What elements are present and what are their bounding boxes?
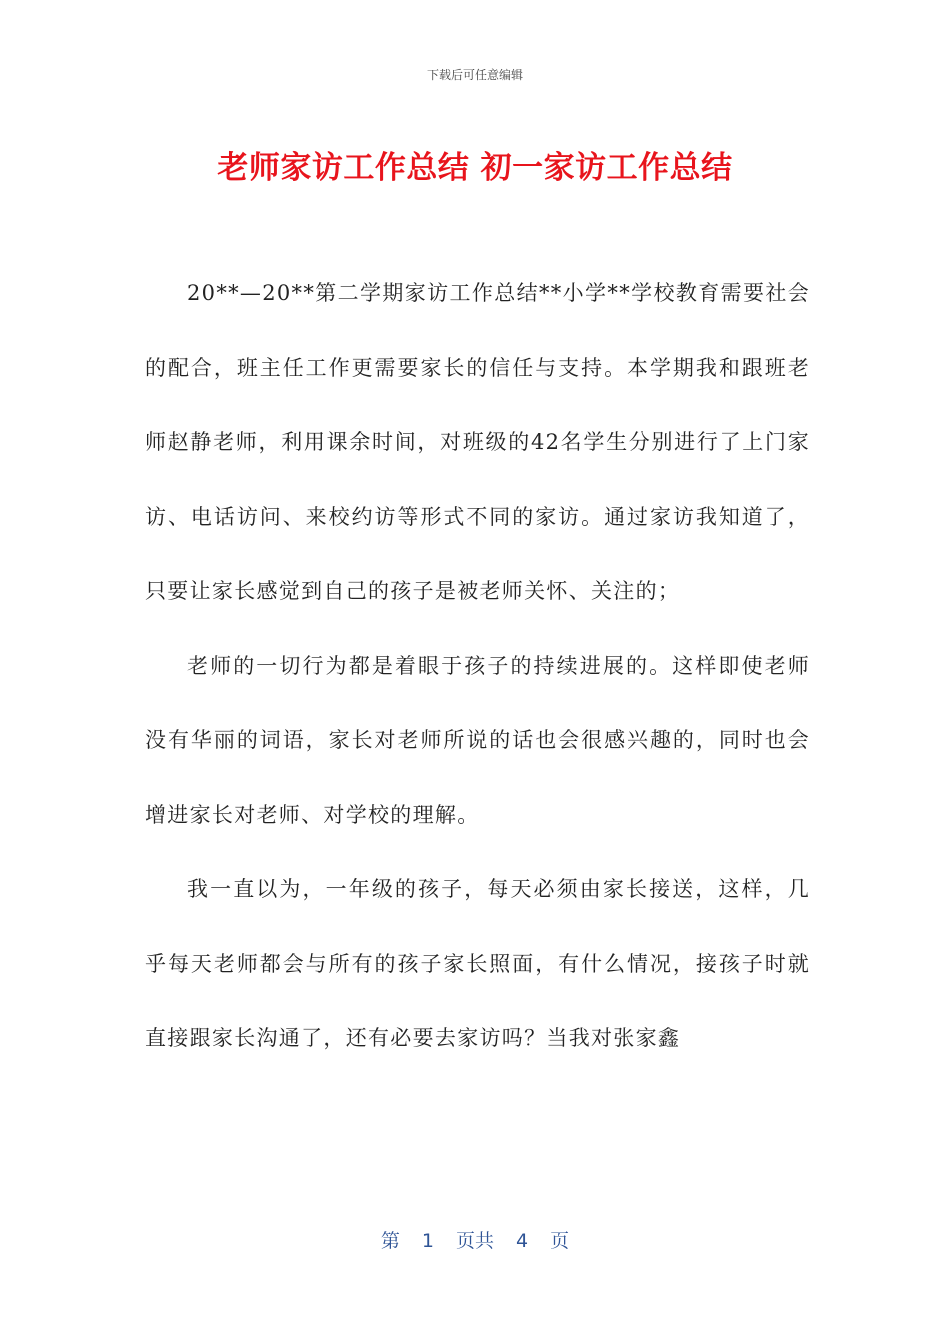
page-footer [0,1226,950,1253]
page-prefix: 第 [380,1230,400,1252]
current-page-number: 1 [421,1230,434,1252]
document-body [145,256,810,1076]
document-title: 老师家访工作总结 初一家访工作总结 [217,150,733,186]
page-mid-label: 页共 [455,1230,494,1252]
page-suffix: 页 [550,1230,570,1252]
header-note: 下载后可任意编辑 [426,68,523,82]
paragraph-2: 老师的一切行为都是着眼于孩子的持续进展的。这样即使老师没有华丽的词语，家长对老师所说的话也会很感兴趣的，同时也会增进家长对老师、对学校的理解。 [145,653,810,827]
total-pages-number: 4 [516,1230,529,1252]
paragraph-3: 我一直以为，一年级的孩子，每天必须由家长接送，这样，几乎每天老师都会与所有的孩子家长照面，有什么情况，接孩子时就直接跟家长沟通了，还有必要去家访吗？当我对张家鑫 [145,877,810,1050]
paragraph-1: 20**—20**第二学期家访工作总结**小学**学校教育需要社会的配合，班主任工作更需要家长的信任与支持。本学期我和跟班老师赵静老师，利用课余时间，对班级的42名学生分别进行了上门家访、电话访问、来校约访等形式不同的家访。通过家访我知道了，只要让家长感觉到自己的孩子是被老师关怀、关注的； [145,281,810,603]
